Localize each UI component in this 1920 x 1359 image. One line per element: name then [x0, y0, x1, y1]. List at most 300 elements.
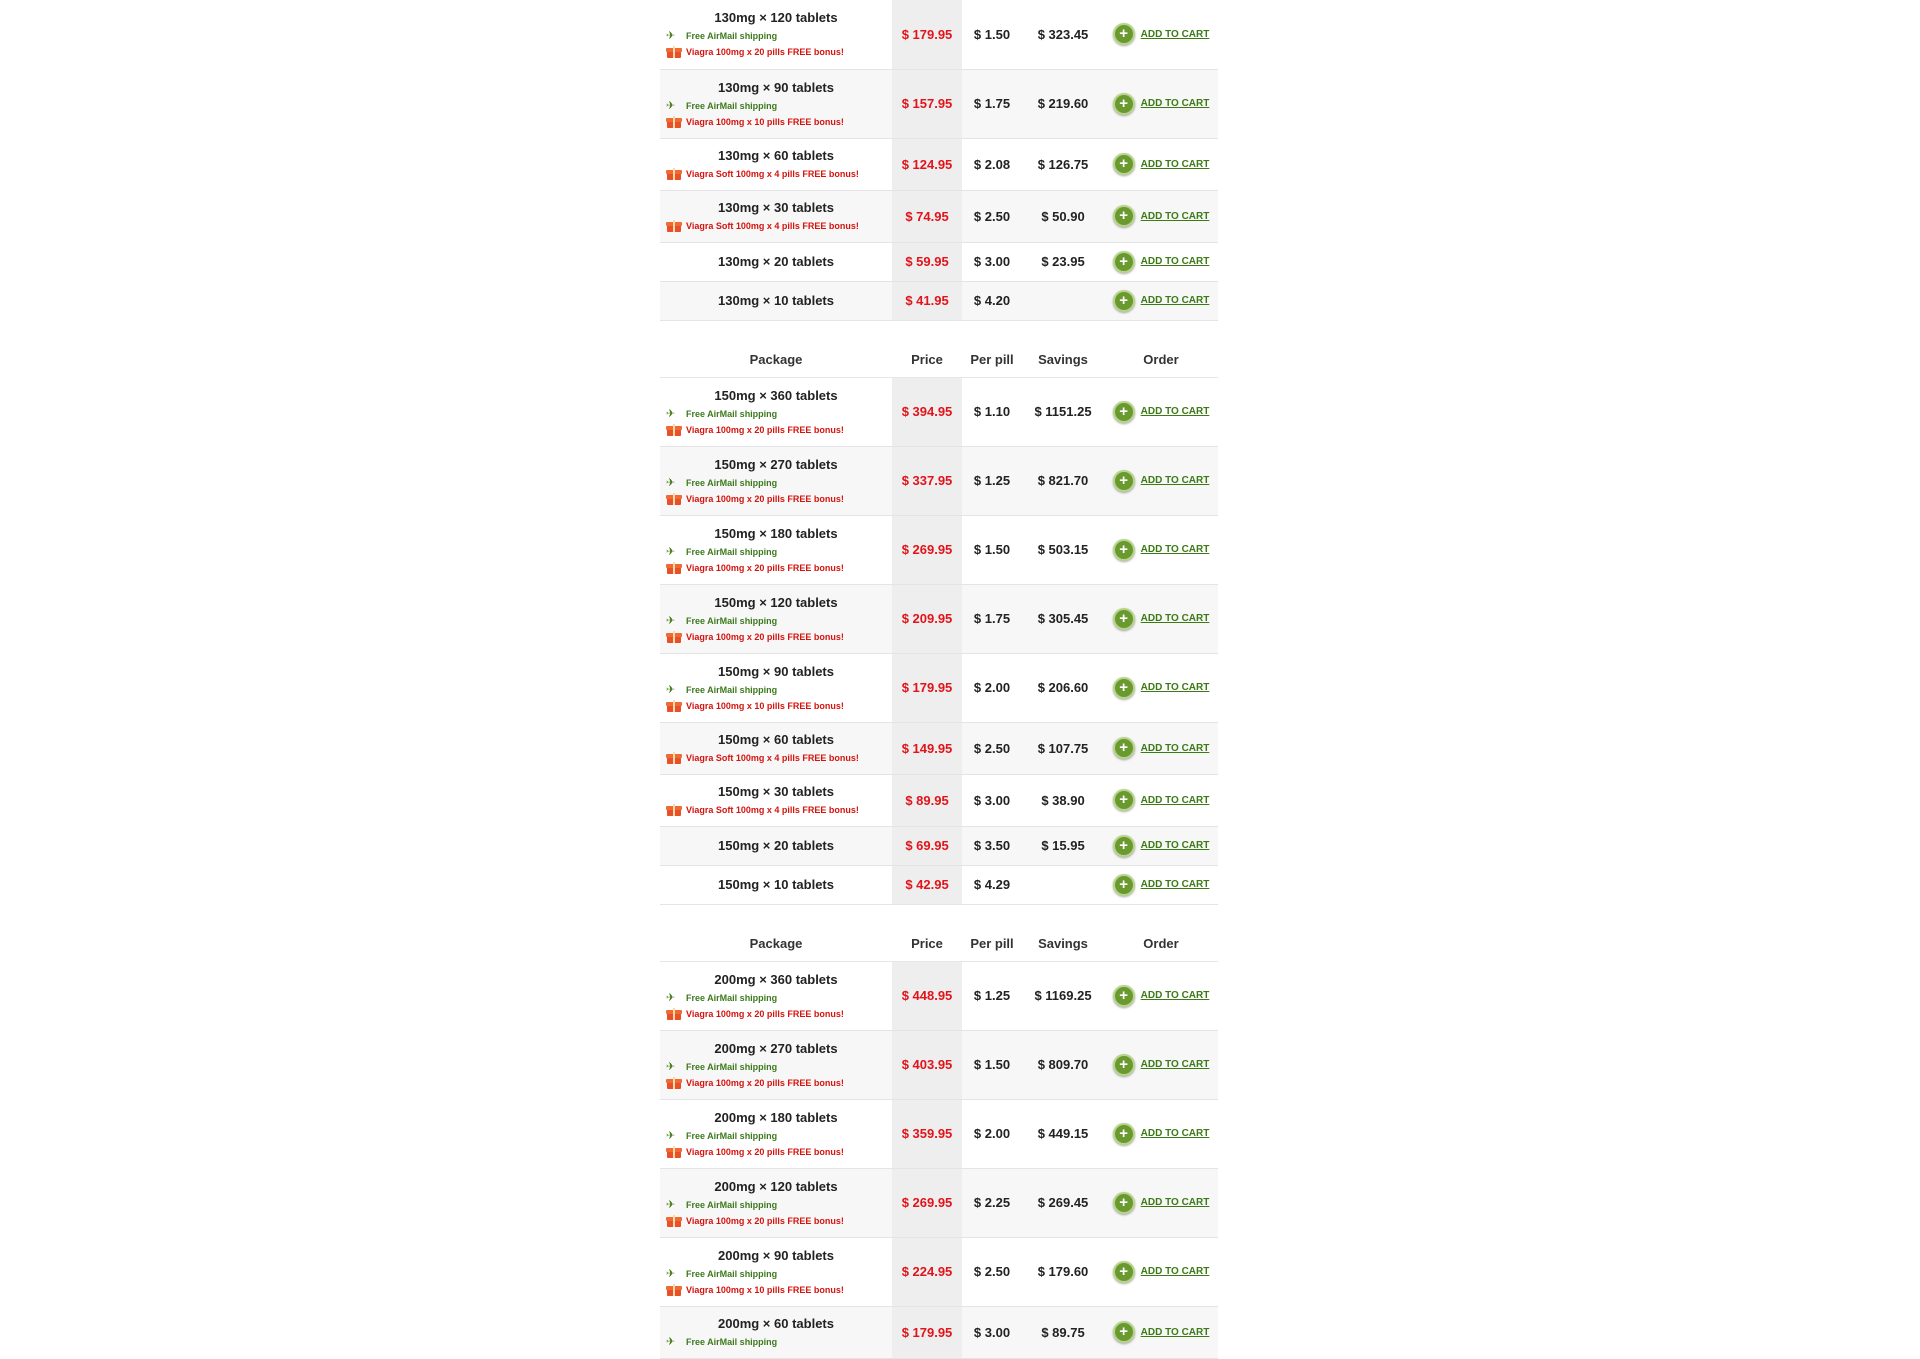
- order-cell: [1104, 1168, 1218, 1237]
- add-to-cart-link[interactable]: ADD TO CART: [1140, 682, 1210, 693]
- savings-cell: $ 23.95: [1022, 242, 1104, 281]
- price-cell: $ 394.95: [892, 377, 962, 446]
- add-to-cart-link[interactable]: ADD TO CART: [1140, 1197, 1210, 1208]
- price-cell: $ 124.95: [892, 138, 962, 190]
- plus-circle-icon[interactable]: +: [1113, 1192, 1135, 1214]
- add-to-cart-link[interactable]: ADD TO CART: [1140, 406, 1210, 417]
- plane-icon: ✈: [666, 1267, 676, 1280]
- gift-icon: [666, 1008, 682, 1020]
- add-to-cart-button[interactable]: [1104, 1321, 1218, 1343]
- price-table: [660, 927, 1218, 1359]
- package-cell: [660, 1237, 892, 1306]
- shipping-note: [660, 406, 892, 422]
- header-savings: Savings: [1022, 343, 1104, 378]
- plane-icon: ✈: [666, 1336, 676, 1348]
- shipping-note: [660, 1334, 892, 1350]
- shipping-label: Free AirMail shipping: [686, 100, 778, 111]
- table-row: [660, 1306, 1218, 1358]
- per-pill-cell: $ 3.00: [962, 774, 1022, 826]
- package-name: 200mg × 270 tablets: [714, 1040, 838, 1056]
- shipping-label: Free AirMail shipping: [686, 1337, 778, 1347]
- shipping-label: Free AirMail shipping: [686, 1061, 778, 1072]
- gift-icon: [666, 700, 682, 712]
- plus-circle-icon[interactable]: +: [1113, 205, 1135, 227]
- savings-cell: [1022, 865, 1104, 904]
- bonus-label: Viagra 100mg x 20 pills FREE bonus!: [686, 424, 844, 435]
- per-pill-cell: $ 1.75: [962, 584, 1022, 653]
- bonus-note: [660, 802, 892, 818]
- package-cell: [660, 653, 892, 722]
- price-table: [660, 343, 1218, 905]
- per-pill-cell: $ 1.75: [962, 69, 1022, 138]
- plane-icon: ✈: [666, 1198, 676, 1211]
- shipping-label: Free AirMail shipping: [686, 1130, 778, 1141]
- shipping-note: [660, 613, 892, 629]
- shipping-note: [660, 1128, 892, 1144]
- add-to-cart-link[interactable]: ADD TO CART: [1140, 1128, 1210, 1139]
- price-cell: $ 89.95: [892, 774, 962, 826]
- savings-cell: $ 15.95: [1022, 826, 1104, 865]
- bonus-label: Viagra 100mg x 20 pills FREE bonus!: [686, 493, 844, 504]
- price-cell: $ 149.95: [892, 722, 962, 774]
- header-per-pill: Per pill: [962, 927, 1022, 962]
- bonus-label: Viagra 100mg x 20 pills FREE bonus!: [686, 631, 844, 642]
- price-cell: $ 448.95: [892, 961, 962, 1030]
- bonus-note: [660, 1006, 892, 1022]
- plane-icon: ✈: [666, 407, 676, 420]
- order-cell: [1104, 826, 1218, 865]
- shipping-label: Free AirMail shipping: [686, 992, 778, 1003]
- header-package: Package: [660, 343, 892, 378]
- bonus-note: [660, 114, 892, 130]
- package-cell: [660, 138, 892, 190]
- price-cell: $ 224.95: [892, 1237, 962, 1306]
- table-row: [660, 722, 1218, 774]
- header-order: Order: [1104, 927, 1218, 962]
- add-to-cart-link[interactable]: ADD TO CART: [1140, 1266, 1210, 1277]
- add-to-cart-link[interactable]: ADD TO CART: [1140, 210, 1210, 222]
- package-cell: [660, 190, 892, 242]
- package-name: 200mg × 360 tablets: [714, 971, 838, 987]
- add-to-cart-link[interactable]: ADD TO CART: [1140, 794, 1210, 806]
- plus-circle-icon[interactable]: +: [1113, 874, 1135, 896]
- shipping-note: [660, 682, 892, 698]
- bonus-label: Viagra 100mg x 20 pills FREE bonus!: [686, 1077, 844, 1088]
- add-to-cart-link[interactable]: ADD TO CART: [1140, 840, 1210, 851]
- savings-cell: $ 1151.25: [1022, 377, 1104, 446]
- savings-cell: $ 126.75: [1022, 138, 1104, 190]
- add-to-cart-button[interactable]: [1104, 677, 1218, 699]
- bonus-label: Viagra 100mg x 10 pills FREE bonus!: [686, 116, 844, 127]
- order-cell: [1104, 446, 1218, 515]
- add-to-cart-link[interactable]: ADD TO CART: [1140, 613, 1210, 624]
- order-cell: [1104, 1099, 1218, 1168]
- plus-circle-icon[interactable]: +: [1113, 401, 1135, 423]
- gift-icon: [666, 424, 682, 436]
- order-cell: [1104, 865, 1218, 904]
- plus-circle-icon[interactable]: +: [1113, 470, 1135, 492]
- per-pill-cell: $ 1.10: [962, 377, 1022, 446]
- add-to-cart-button[interactable]: [1104, 1261, 1218, 1283]
- package-name: 200mg × 90 tablets: [718, 1247, 834, 1263]
- bonus-note: [660, 491, 892, 507]
- price-cell: $ 157.95: [892, 69, 962, 138]
- price-cell: $ 359.95: [892, 1099, 962, 1168]
- per-pill-cell: $ 3.00: [962, 1306, 1022, 1358]
- per-pill-cell: $ 2.50: [962, 190, 1022, 242]
- table-row: [660, 377, 1218, 446]
- package-cell: [660, 242, 892, 281]
- price-cell: $ 42.95: [892, 865, 962, 904]
- add-to-cart-link[interactable]: ADD TO CART: [1140, 1326, 1210, 1338]
- order-cell: [1104, 190, 1218, 242]
- price-cell: $ 269.95: [892, 1168, 962, 1237]
- plus-circle-icon[interactable]: +: [1113, 608, 1135, 630]
- package-name: 200mg × 180 tablets: [714, 1109, 838, 1125]
- add-to-cart-button[interactable]: [1104, 874, 1218, 896]
- add-to-cart-button[interactable]: [1104, 205, 1218, 227]
- plus-circle-icon[interactable]: +: [1113, 1261, 1135, 1283]
- order-cell: [1104, 281, 1218, 320]
- package-cell: [660, 446, 892, 515]
- order-cell: [1104, 69, 1218, 138]
- package-cell: [660, 1099, 892, 1168]
- plus-circle-icon[interactable]: +: [1113, 1321, 1135, 1343]
- header-order: Order: [1104, 343, 1218, 378]
- add-to-cart-button[interactable]: [1104, 93, 1218, 115]
- plus-circle-icon[interactable]: +: [1113, 835, 1135, 857]
- order-cell: [1104, 0, 1218, 69]
- add-to-cart-button[interactable]: [1104, 290, 1218, 312]
- per-pill-cell: $ 2.50: [962, 722, 1022, 774]
- bonus-note: [660, 44, 892, 60]
- order-cell: [1104, 1030, 1218, 1099]
- bonus-label: Viagra 100mg x 20 pills FREE bonus!: [686, 1008, 844, 1019]
- shipping-note: [660, 544, 892, 560]
- bonus-label: Viagra Soft 100mg x 4 pills FREE bonus!: [686, 169, 859, 179]
- bonus-note: [660, 422, 892, 438]
- add-to-cart-link[interactable]: ADD TO CART: [1140, 879, 1210, 890]
- price-cell: $ 403.95: [892, 1030, 962, 1099]
- bonus-note: [660, 560, 892, 576]
- bonus-note: [660, 1075, 892, 1091]
- table-row: [660, 826, 1218, 865]
- per-pill-cell: $ 2.08: [962, 138, 1022, 190]
- per-pill-cell: $ 1.50: [962, 0, 1022, 69]
- table-row: [660, 69, 1218, 138]
- table-row: [660, 190, 1218, 242]
- plus-circle-icon[interactable]: +: [1113, 677, 1135, 699]
- plus-circle-icon[interactable]: +: [1113, 251, 1135, 273]
- plus-circle-icon[interactable]: +: [1113, 789, 1135, 811]
- order-cell: [1104, 722, 1218, 774]
- add-to-cart-link[interactable]: ADD TO CART: [1140, 256, 1210, 267]
- shipping-label: Free AirMail shipping: [686, 546, 778, 557]
- plane-icon: ✈: [666, 99, 676, 112]
- savings-cell: $ 269.45: [1022, 1168, 1104, 1237]
- add-to-cart-button[interactable]: [1104, 401, 1218, 423]
- package-cell: [660, 1306, 892, 1358]
- savings-cell: $ 38.90: [1022, 774, 1104, 826]
- add-to-cart-button[interactable]: [1104, 23, 1218, 45]
- add-to-cart-link[interactable]: ADD TO CART: [1140, 158, 1210, 170]
- price-cell: $ 74.95: [892, 190, 962, 242]
- table-header-row: [660, 343, 1218, 378]
- add-to-cart-link[interactable]: ADD TO CART: [1140, 98, 1210, 109]
- package-cell: [660, 774, 892, 826]
- per-pill-cell: $ 1.25: [962, 446, 1022, 515]
- package-name: 150mg × 120 tablets: [714, 594, 838, 610]
- package-name: 150mg × 30 tablets: [718, 784, 834, 799]
- per-pill-cell: $ 2.25: [962, 1168, 1022, 1237]
- bonus-label: Viagra 100mg x 10 pills FREE bonus!: [686, 700, 844, 711]
- add-to-cart-button[interactable]: [1104, 153, 1218, 175]
- add-to-cart-link[interactable]: ADD TO CART: [1140, 475, 1210, 486]
- table-row: [660, 653, 1218, 722]
- package-name: 150mg × 90 tablets: [718, 663, 834, 679]
- per-pill-cell: $ 1.50: [962, 515, 1022, 584]
- per-pill-cell: $ 1.25: [962, 961, 1022, 1030]
- savings-cell: $ 305.45: [1022, 584, 1104, 653]
- plus-circle-icon[interactable]: +: [1113, 985, 1135, 1007]
- per-pill-cell: $ 2.00: [962, 653, 1022, 722]
- plus-circle-icon[interactable]: +: [1113, 1123, 1135, 1145]
- gift-icon: [666, 168, 682, 180]
- package-name: 150mg × 180 tablets: [714, 525, 838, 541]
- gift-icon: [666, 1146, 682, 1158]
- package-name: 150mg × 20 tablets: [718, 837, 834, 853]
- package-name: 150mg × 270 tablets: [714, 456, 838, 472]
- table-row: [660, 774, 1218, 826]
- savings-cell: [1022, 281, 1104, 320]
- savings-cell: $ 89.75: [1022, 1306, 1104, 1358]
- package-cell: [660, 1168, 892, 1237]
- shipping-label: Free AirMail shipping: [686, 408, 778, 419]
- savings-cell: $ 179.60: [1022, 1237, 1104, 1306]
- package-name: 130mg × 10 tablets: [718, 292, 834, 308]
- plane-icon: ✈: [666, 1129, 676, 1142]
- shipping-label: Free AirMail shipping: [686, 31, 778, 42]
- add-to-cart-button[interactable]: [1104, 789, 1218, 811]
- per-pill-cell: $ 1.50: [962, 1030, 1022, 1099]
- savings-cell: $ 107.75: [1022, 722, 1104, 774]
- order-cell: [1104, 774, 1218, 826]
- order-cell: [1104, 653, 1218, 722]
- table-row: [660, 1237, 1218, 1306]
- shipping-note: [660, 98, 892, 114]
- savings-cell: $ 809.70: [1022, 1030, 1104, 1099]
- table-row: [660, 1168, 1218, 1237]
- per-pill-cell: $ 4.29: [962, 865, 1022, 904]
- package-cell: [660, 826, 892, 865]
- package-name: 130mg × 90 tablets: [718, 79, 834, 95]
- header-per-pill: Per pill: [962, 343, 1022, 378]
- shipping-label: Free AirMail shipping: [686, 1268, 778, 1279]
- package-name: 130mg × 60 tablets: [718, 148, 834, 163]
- bonus-label: Viagra Soft 100mg x 4 pills FREE bonus!: [686, 805, 859, 815]
- price-cell: $ 59.95: [892, 242, 962, 281]
- plane-icon: ✈: [666, 683, 676, 696]
- add-to-cart-link[interactable]: ADD TO CART: [1140, 990, 1210, 1001]
- package-cell: [660, 722, 892, 774]
- price-tables: [660, 0, 1218, 1359]
- plus-circle-icon[interactable]: +: [1113, 93, 1135, 115]
- add-to-cart-link[interactable]: ADD TO CART: [1140, 742, 1210, 754]
- table-row: [660, 865, 1218, 904]
- savings-cell: $ 206.60: [1022, 653, 1104, 722]
- bonus-label: Viagra 100mg x 20 pills FREE bonus!: [686, 562, 844, 573]
- table-spacer: [660, 905, 1218, 927]
- plane-icon: ✈: [666, 476, 676, 489]
- add-to-cart-link[interactable]: ADD TO CART: [1140, 544, 1210, 555]
- order-cell: [1104, 377, 1218, 446]
- bonus-label: Viagra 100mg x 20 pills FREE bonus!: [686, 47, 844, 58]
- order-cell: [1104, 138, 1218, 190]
- plane-icon: ✈: [666, 545, 676, 558]
- plane-icon: ✈: [666, 614, 676, 627]
- gift-icon: [666, 220, 682, 232]
- order-cell: [1104, 1237, 1218, 1306]
- savings-cell: $ 503.15: [1022, 515, 1104, 584]
- bonus-label: Viagra 100mg x 20 pills FREE bonus!: [686, 1146, 844, 1157]
- order-cell: [1104, 242, 1218, 281]
- package-cell: [660, 281, 892, 320]
- per-pill-cell: $ 2.50: [962, 1237, 1022, 1306]
- shipping-label: Free AirMail shipping: [686, 477, 778, 488]
- table-row: [660, 515, 1218, 584]
- table-row: [660, 0, 1218, 69]
- add-to-cart-button[interactable]: [1104, 251, 1218, 273]
- bonus-note: [660, 1282, 892, 1298]
- savings-cell: $ 821.70: [1022, 446, 1104, 515]
- gift-icon: [666, 631, 682, 643]
- table-header-row: [660, 927, 1218, 962]
- price-cell: $ 179.95: [892, 653, 962, 722]
- gift-icon: [666, 1077, 682, 1089]
- bonus-note: [660, 1144, 892, 1160]
- savings-cell: $ 50.90: [1022, 190, 1104, 242]
- gift-icon: [666, 116, 682, 128]
- add-to-cart-button[interactable]: [1104, 539, 1218, 561]
- shipping-note: [660, 990, 892, 1006]
- add-to-cart-button[interactable]: [1104, 1123, 1218, 1145]
- shipping-label: Free AirMail shipping: [686, 684, 778, 695]
- package-cell: [660, 865, 892, 904]
- price-cell: $ 269.95: [892, 515, 962, 584]
- plus-circle-icon[interactable]: +: [1113, 1054, 1135, 1076]
- bonus-label: Viagra 100mg x 10 pills FREE bonus!: [686, 1284, 844, 1295]
- package-name: 200mg × 120 tablets: [714, 1178, 838, 1194]
- header-price: Price: [892, 343, 962, 378]
- bonus-label: Viagra Soft 100mg x 4 pills FREE bonus!: [686, 753, 859, 763]
- plus-circle-icon[interactable]: +: [1113, 153, 1135, 175]
- add-to-cart-link[interactable]: ADD TO CART: [1140, 295, 1210, 306]
- shipping-note: [660, 1266, 892, 1282]
- per-pill-cell: $ 3.00: [962, 242, 1022, 281]
- order-cell: [1104, 584, 1218, 653]
- plus-circle-icon[interactable]: +: [1113, 23, 1135, 45]
- gift-icon: [666, 752, 682, 764]
- plus-circle-icon[interactable]: +: [1113, 539, 1135, 561]
- price-cell: $ 209.95: [892, 584, 962, 653]
- bonus-note: [660, 698, 892, 714]
- bonus-note: [660, 750, 892, 766]
- package-cell: [660, 515, 892, 584]
- add-to-cart-button[interactable]: [1104, 737, 1218, 759]
- order-cell: [1104, 1306, 1218, 1358]
- package-cell: [660, 69, 892, 138]
- package-name: 130mg × 20 tablets: [718, 253, 834, 269]
- shipping-label: Free AirMail shipping: [686, 1199, 778, 1210]
- savings-cell: $ 219.60: [1022, 69, 1104, 138]
- gift-icon: [666, 1284, 682, 1296]
- bonus-label: Viagra 100mg x 20 pills FREE bonus!: [686, 1215, 844, 1226]
- shipping-label: Free AirMail shipping: [686, 615, 778, 626]
- price-cell: $ 179.95: [892, 1306, 962, 1358]
- price-table: [660, 0, 1218, 321]
- package-cell: [660, 584, 892, 653]
- bonus-note: [660, 166, 892, 182]
- table-row: [660, 1099, 1218, 1168]
- plus-circle-icon[interactable]: +: [1113, 737, 1135, 759]
- add-to-cart-button[interactable]: [1104, 470, 1218, 492]
- header-price: Price: [892, 927, 962, 962]
- table-row: [660, 446, 1218, 515]
- table-row: [660, 1030, 1218, 1099]
- plane-icon: ✈: [666, 991, 676, 1004]
- add-to-cart-link[interactable]: ADD TO CART: [1140, 28, 1210, 40]
- add-to-cart-button[interactable]: [1104, 1054, 1218, 1076]
- package-name: 150mg × 10 tablets: [718, 876, 834, 892]
- savings-cell: $ 323.45: [1022, 0, 1104, 69]
- add-to-cart-link[interactable]: ADD TO CART: [1140, 1059, 1210, 1070]
- plane-icon: ✈: [666, 1060, 676, 1073]
- bonus-note: [660, 629, 892, 645]
- table-row: [660, 242, 1218, 281]
- gift-icon: [666, 804, 682, 816]
- gift-icon: [666, 562, 682, 574]
- gift-icon: [666, 493, 682, 505]
- shipping-note: [660, 28, 892, 44]
- price-cell: $ 179.95: [892, 0, 962, 69]
- bonus-note: [660, 218, 892, 234]
- savings-cell: $ 449.15: [1022, 1099, 1104, 1168]
- header-package: Package: [660, 927, 892, 962]
- package-cell: [660, 0, 892, 69]
- package-name: 130mg × 30 tablets: [718, 200, 834, 215]
- shipping-note: [660, 1197, 892, 1213]
- package-cell: [660, 1030, 892, 1099]
- package-name: 150mg × 360 tablets: [714, 387, 838, 403]
- add-to-cart-button[interactable]: [1104, 985, 1218, 1007]
- shipping-note: [660, 475, 892, 491]
- gift-icon: [666, 1215, 682, 1227]
- header-savings: Savings: [1022, 927, 1104, 962]
- plane-icon: ✈: [666, 30, 676, 43]
- per-pill-cell: $ 3.50: [962, 826, 1022, 865]
- add-to-cart-button[interactable]: [1104, 1192, 1218, 1214]
- table-row: [660, 584, 1218, 653]
- package-cell: [660, 961, 892, 1030]
- add-to-cart-button[interactable]: [1104, 608, 1218, 630]
- gift-icon: [666, 46, 682, 58]
- shipping-note: [660, 1059, 892, 1075]
- add-to-cart-button[interactable]: [1104, 835, 1218, 857]
- table-row: [660, 961, 1218, 1030]
- per-pill-cell: $ 4.20: [962, 281, 1022, 320]
- plus-circle-icon[interactable]: +: [1113, 290, 1135, 312]
- package-name: 200mg × 60 tablets: [718, 1316, 834, 1331]
